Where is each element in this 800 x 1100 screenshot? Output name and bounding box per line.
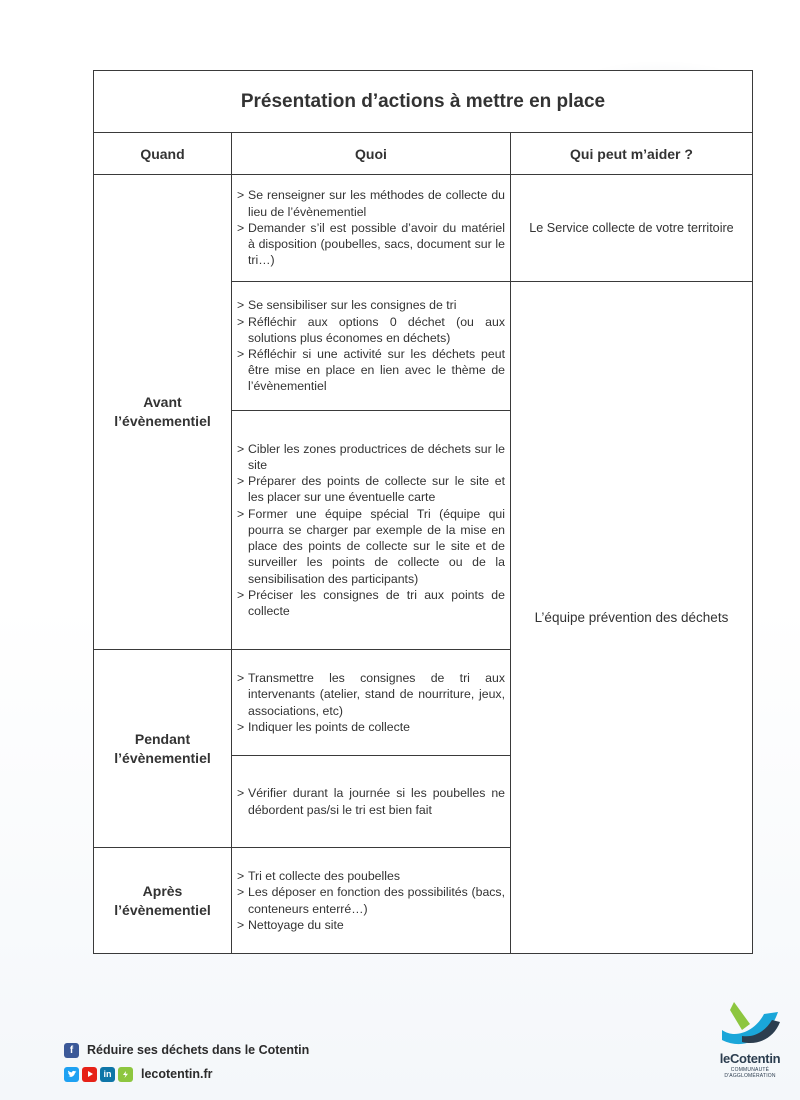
- phase-before-line2: l’évènementiel: [114, 413, 211, 429]
- phase-during-line2: l’évènementiel: [114, 749, 211, 766]
- lecotentin-logo: [712, 1000, 788, 1080]
- phase-after-line2: l’évènementiel: [114, 901, 211, 918]
- header-who: Qui peut m’aider ?: [511, 133, 753, 175]
- action-item: > Cibler les zones productrices de déchets sur le site: [237, 441, 505, 473]
- logo-mark-icon: [712, 1000, 788, 1052]
- logo-wordmark: leCotentin: [719, 1051, 781, 1066]
- actions-cell: [232, 650, 511, 756]
- logo-subtitle: COMMUNAUTÉ D'AGGLOMÉRATION: [724, 1067, 776, 1079]
- action-list: [237, 670, 505, 735]
- action-list: [237, 441, 505, 619]
- phase-after-line1: Après: [142, 882, 183, 899]
- action-item: > Tri et collecte des poubelles: [237, 868, 505, 884]
- action-list: [237, 868, 505, 933]
- phase-before: [94, 175, 232, 650]
- action-item: > Transmettre les consignes de tri aux intervenants (atelier, stand de nourriture, jeux, associations, etc): [237, 670, 505, 719]
- action-item: > Demander s’il est possible d’avoir du matériel à disposition (poubelles, sacs, document sur le tri…): [237, 220, 505, 269]
- header-what: Quoi: [232, 133, 511, 175]
- phase-during: [94, 650, 232, 848]
- actions-cell: [232, 175, 511, 282]
- phase-after: [94, 848, 232, 954]
- actions-table: [93, 70, 753, 954]
- website-link[interactable]: lecotentin.fr: [141, 1067, 213, 1081]
- action-item: > Préciser les consignes de tri aux points de collecte: [237, 587, 505, 619]
- rss-icon[interactable]: [118, 1067, 133, 1082]
- twitter-icon[interactable]: [64, 1067, 79, 1082]
- header-when: Quand: [94, 133, 232, 175]
- table-title: Présentation d’actions à mettre en place: [94, 71, 753, 133]
- action-item: > Les déposer en fonction des possibilités (bacs, conteneurs enterré…): [237, 884, 505, 916]
- action-item: > Former une équipe spécial Tri (équipe qui pourra se charger par exemple de la mise en place des points de collecte sur le site et de surveiller les points de collecte ou de la sensibilisation des participants): [237, 506, 505, 587]
- action-item: > Se renseigner sur les méthodes de collecte du lieu de l’évènementiel: [237, 187, 505, 219]
- action-list: [237, 297, 505, 394]
- action-list: [237, 187, 505, 268]
- action-item: > Nettoyage du site: [237, 917, 505, 933]
- action-list: [237, 785, 505, 817]
- phase-during-line1: Pendant: [134, 730, 191, 747]
- action-item: > Réfléchir aux options 0 déchet (ou aux solutions plus économes en déchets): [237, 314, 505, 346]
- footer-facebook-row: [64, 1040, 464, 1060]
- linkedin-icon[interactable]: in: [100, 1067, 115, 1082]
- facebook-icon[interactable]: f: [64, 1043, 79, 1058]
- action-item: > Indiquer les points de collecte: [237, 719, 505, 735]
- helper-equipe-prevention: L’équipe prévention des déchets: [511, 282, 753, 954]
- action-item: > Se sensibiliser sur les consignes de tri: [237, 297, 505, 313]
- actions-cell: [232, 848, 511, 954]
- footer-social-row: [64, 1064, 464, 1084]
- actions-cell: [232, 411, 511, 650]
- phase-before-line1: Avant: [143, 394, 182, 410]
- action-item: > Réfléchir si une activité sur les déchets peut être mise en place en lien avec le thème de l’évènementiel: [237, 346, 505, 395]
- facebook-page-text[interactable]: Réduire ses déchets dans le Cotentin: [87, 1043, 310, 1057]
- actions-cell: [232, 756, 511, 848]
- helper-service-collecte: Le Service collecte de votre territoire: [511, 175, 753, 282]
- action-item: > Préparer des points de collecte sur le site et les placer sur une éventuelle carte: [237, 473, 505, 505]
- action-item: > Vérifier durant la journée si les poubelles ne débordent pas/si le tri est bien fait: [237, 785, 505, 817]
- footer: [64, 1040, 464, 1088]
- actions-cell: [232, 282, 511, 411]
- youtube-icon[interactable]: [82, 1067, 97, 1082]
